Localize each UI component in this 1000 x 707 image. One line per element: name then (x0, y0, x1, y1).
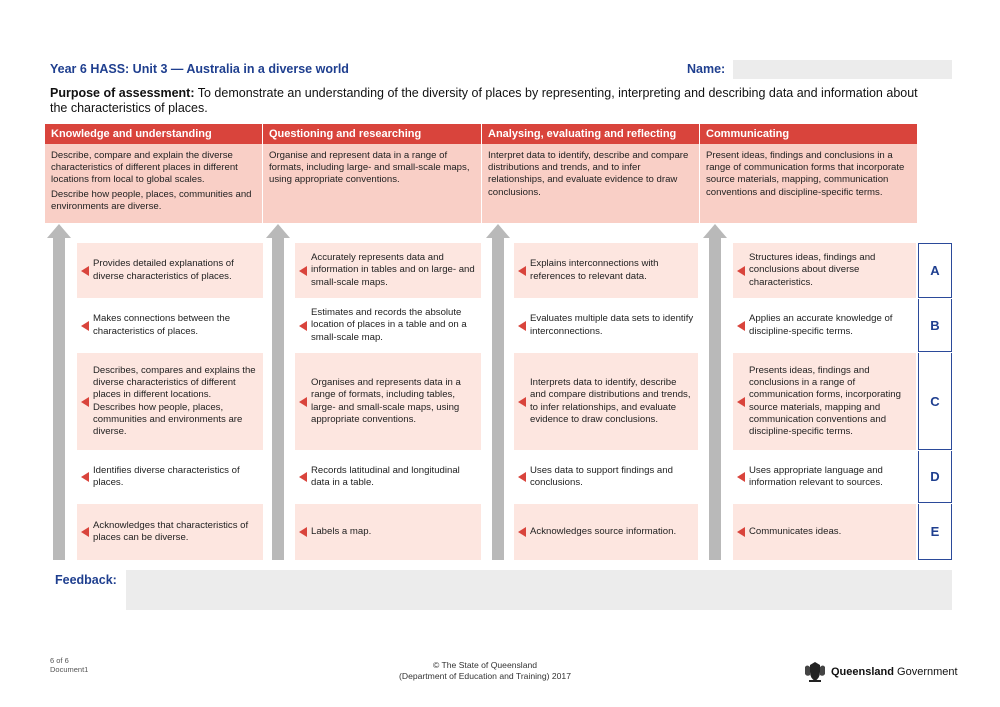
criterion-line: Identifies diverse characteristics of places. (93, 464, 240, 488)
criterion-text (749, 252, 912, 289)
column-description (45, 144, 263, 223)
footer-left (50, 656, 88, 674)
purpose-text: To demonstrate an understanding of the diversity of places by representing, interpreting and describing data and information about the characteristics of places. (50, 86, 918, 115)
criterion-line: Organises and represents data in a range of formats, including tables, large- and small-scale maps, using appropriate conventions. (311, 377, 461, 425)
criterion-cell[interactable] (514, 504, 698, 560)
triangle-marker-icon (518, 321, 526, 331)
criterion-line: Records latitudinal and longitudinal data in a table. (311, 464, 460, 488)
progression-arrow-icon (47, 224, 71, 560)
criterion-cell[interactable] (514, 353, 698, 450)
feedback-field[interactable] (126, 570, 952, 610)
criterion-text (93, 258, 259, 282)
name-field[interactable] (733, 60, 952, 79)
criterion-text (311, 252, 477, 289)
criterion-cell[interactable] (733, 451, 916, 503)
progression-arrow-icon (486, 224, 510, 560)
description-paragraph: Describe, compare and explain the diverse characteristics of different places in different locations from local to global scales. (51, 150, 238, 186)
copyright-line-2: (Department of Education and Training) 2017 (399, 671, 571, 681)
criterion-cell[interactable] (77, 504, 263, 560)
criterion-line: Provides detailed explanations of diverse characteristics of places. (93, 258, 234, 282)
criterion-line: Acknowledges that characteristics of places can be diverse. (93, 519, 249, 543)
criterion-text (311, 526, 371, 538)
grade-label: D (918, 451, 952, 503)
column-description (482, 144, 700, 223)
footer-copyright (380, 660, 590, 682)
criterion-line: Accurately represents data and information in tables and on large- and small-scale maps. (311, 252, 475, 288)
description-paragraph: Describe how people, places, communities and environments are diverse. (51, 188, 252, 212)
triangle-marker-icon (81, 321, 89, 331)
triangle-marker-icon (299, 397, 307, 407)
criterion-line: Communicates ideas. (749, 525, 842, 537)
criterion-cell[interactable] (514, 451, 698, 503)
triangle-marker-icon (299, 321, 307, 331)
criterion-text (530, 258, 694, 282)
criterion-line: Describes how people, places, communities and environments are diverse. (93, 401, 243, 437)
criterion-cell[interactable] (733, 504, 916, 560)
feedback-label: Feedback: (55, 573, 117, 587)
criterion-line: Interprets data to identify, describe and compare distributions and trends, to infer relationships, and evaluate evidence to draw conclusions. (530, 377, 691, 425)
criterion-text (93, 313, 259, 337)
criterion-line: Estimates and records the absolute location of places in a table and on a small-scale map. (311, 307, 467, 343)
criterion-line: Makes connections between the characteristics of places. (93, 313, 231, 337)
triangle-marker-icon (299, 472, 307, 482)
criterion-text (93, 365, 259, 438)
triangle-marker-icon (81, 266, 89, 276)
triangle-marker-icon (81, 527, 89, 537)
description-paragraph: Present ideas, findings and conclusions in a range of communication forms that incorporate source materials, mapping, communication conventions and discipline-specific terms. (706, 150, 905, 198)
logo-text: Queensland Government (831, 666, 958, 678)
criterion-text (530, 377, 694, 426)
criterion-line: Presents ideas, findings and conclusions in a range of communication forms, incorporating source materials, mapping and communication conventions and discipline-specific terms. (749, 364, 901, 437)
criterion-cell[interactable] (295, 451, 481, 503)
grade-label: E (918, 504, 952, 560)
criterion-text (311, 377, 477, 426)
grade-label: C (918, 353, 952, 450)
criterion-cell[interactable] (514, 243, 698, 298)
triangle-marker-icon (518, 266, 526, 276)
criterion-cell[interactable] (295, 504, 481, 560)
criterion-cell[interactable] (733, 353, 916, 450)
triangle-marker-icon (299, 266, 307, 276)
column-heading: Analysing, evaluating and reflecting (482, 124, 700, 144)
criterion-cell[interactable] (77, 451, 263, 503)
column-description (700, 144, 918, 223)
grade-label: B (918, 299, 952, 352)
criterion-cell[interactable] (295, 243, 481, 298)
triangle-marker-icon (737, 321, 745, 331)
criterion-line: Uses appropriate language and information relevant to sources. (749, 464, 883, 488)
criterion-line: Acknowledges source information. (530, 525, 677, 537)
triangle-marker-icon (518, 527, 526, 537)
triangle-marker-icon (518, 397, 526, 407)
criterion-line: Structures ideas, findings and conclusions about diverse characteristics. (749, 252, 876, 288)
criterion-text (749, 465, 912, 489)
criterion-text (530, 313, 694, 337)
criterion-line: Labels a map. (311, 525, 372, 537)
criterion-text (530, 526, 676, 538)
description-paragraph: Organise and represent data in a range of formats, including large- and small-scale maps, using appropriate conventions. (269, 150, 470, 186)
criterion-text (749, 313, 912, 337)
column-description (263, 144, 482, 223)
triangle-marker-icon (737, 527, 745, 537)
page-title: Year 6 HASS: Unit 3 — Australia in a diverse world (50, 62, 349, 76)
page-number: 6 of 6 (50, 656, 69, 665)
criterion-text (311, 307, 477, 344)
criterion-cell[interactable] (77, 243, 263, 298)
description-paragraph: Interpret data to identify, describe and compare distributions and trends, and to infer relationships, and evaluate evidence to draw conclusions. (488, 150, 689, 198)
document-name: Document1 (50, 665, 89, 674)
name-label: Name: (687, 62, 726, 76)
criterion-cell[interactable] (77, 299, 263, 352)
criterion-line: Applies an accurate knowledge of discipline-specific terms. (749, 313, 893, 337)
criterion-cell[interactable] (514, 299, 698, 352)
criterion-line: Explains interconnections with references to relevant data. (530, 258, 659, 282)
purpose-label: Purpose of assessment: (50, 86, 195, 100)
criterion-line: Evaluates multiple data sets to identify interconnections. (530, 313, 694, 337)
grade-label: A (918, 243, 952, 298)
criterion-cell[interactable] (77, 353, 263, 450)
triangle-marker-icon (299, 527, 307, 537)
criterion-text (530, 465, 694, 489)
purpose-statement (50, 86, 935, 116)
criterion-line: Describes, compares and explains the diverse characteristics of different places in different locations. (93, 364, 256, 401)
criterion-text (749, 526, 841, 538)
triangle-marker-icon (737, 472, 745, 482)
criterion-cell[interactable] (295, 353, 481, 450)
criterion-cell[interactable] (733, 243, 916, 298)
progression-arrow-icon (703, 224, 727, 560)
triangle-marker-icon (737, 397, 745, 407)
triangle-marker-icon (737, 266, 745, 276)
coat-of-arms-icon (803, 661, 827, 683)
column-heading: Knowledge and understanding (45, 124, 263, 144)
triangle-marker-icon (81, 472, 89, 482)
criterion-line: Uses data to support findings and conclusions. (530, 464, 673, 488)
column-heading: Communicating (700, 124, 918, 144)
triangle-marker-icon (81, 397, 89, 407)
progression-arrow-icon (266, 224, 290, 560)
triangle-marker-icon (518, 472, 526, 482)
criterion-text (311, 465, 477, 489)
column-heading: Questioning and researching (263, 124, 482, 144)
copyright-line-1: © The State of Queensland (432, 660, 538, 670)
criterion-cell[interactable] (295, 299, 481, 352)
queensland-government-logo (803, 661, 958, 683)
criterion-text (93, 520, 259, 544)
criterion-text (749, 365, 912, 438)
criterion-cell[interactable] (733, 299, 916, 352)
criterion-text (93, 465, 259, 489)
